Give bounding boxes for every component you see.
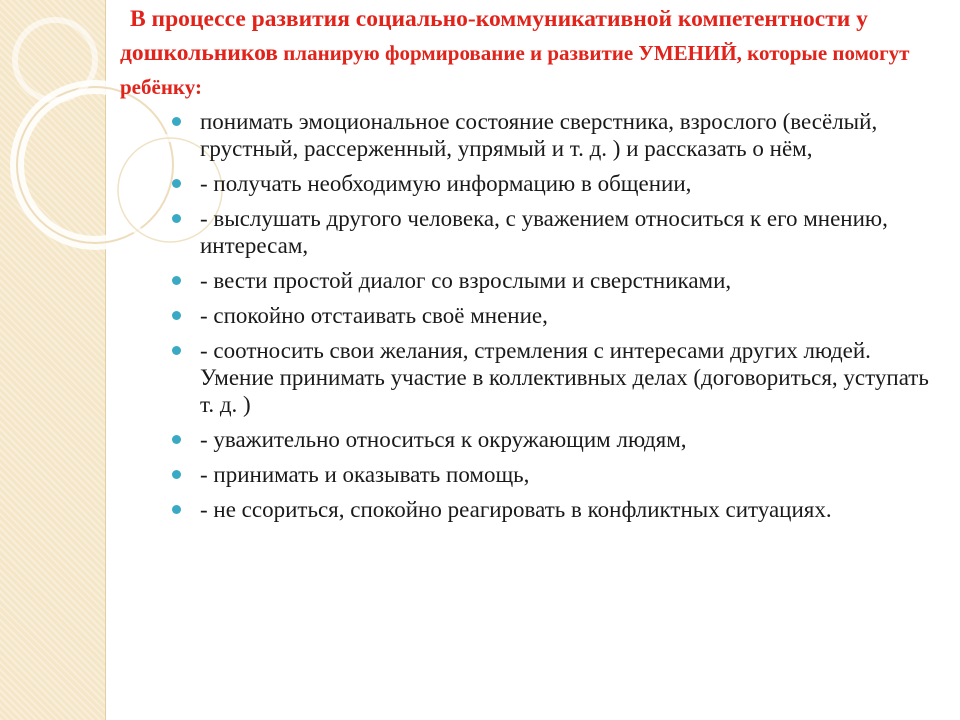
bullet-dot-icon	[172, 179, 181, 188]
list-item-text: - уважительно относиться к окружающим людям,	[200, 427, 687, 452]
skills-list	[120, 108, 950, 523]
bullet-dot-icon	[172, 470, 181, 479]
list-item	[120, 426, 950, 453]
list-item-text: понимать эмоциональное состояние сверстника, взрослого (весёлый, грустный, рассерженный, упрямый и т. д. ) и рассказать о нём,	[200, 109, 878, 161]
list-item	[120, 461, 950, 488]
bullet-dot-icon	[172, 117, 181, 126]
list-item-text: - принимать и оказывать помощь,	[200, 462, 530, 487]
bullet-dot-icon	[172, 505, 181, 514]
list-item-text: - вести простой диалог со взрослыми и сверстниками,	[200, 268, 732, 293]
list-item	[120, 302, 950, 329]
list-item-text: - выслушать другого человека, с уважением относиться к его мнению, интересам,	[200, 206, 888, 258]
list-item-text: - не ссориться, спокойно реагировать в конфликтных ситуациях.	[200, 497, 832, 522]
list-item	[120, 205, 950, 259]
list-item-text: - спокойно отстаивать своё мнение,	[200, 303, 548, 328]
bullet-dot-icon	[172, 435, 181, 444]
bullet-dot-icon	[172, 346, 181, 355]
list-item	[120, 496, 950, 523]
list-item	[120, 337, 950, 418]
list-item	[120, 267, 950, 294]
bullet-dot-icon	[172, 276, 181, 285]
slide-title	[120, 2, 950, 104]
list-item-text: - соотносить свои желания, стремления с интересами других людей. Умение принимать участие в коллективных делах (договориться, уступать т. д. )	[200, 338, 929, 417]
list-item-text: - получать необходимую информацию в общении,	[200, 171, 692, 196]
bullet-dot-icon	[172, 214, 181, 223]
slide-content	[120, 0, 950, 531]
list-item	[120, 170, 950, 197]
title-rest: планирую формирование и развитие УМЕНИЙ, которые помогут ребёнку:	[120, 41, 910, 99]
list-item	[120, 108, 950, 162]
title-main: В процессе развития социально-коммуникативной компетентности у дошкольников	[120, 6, 868, 66]
bullet-dot-icon	[172, 311, 181, 320]
